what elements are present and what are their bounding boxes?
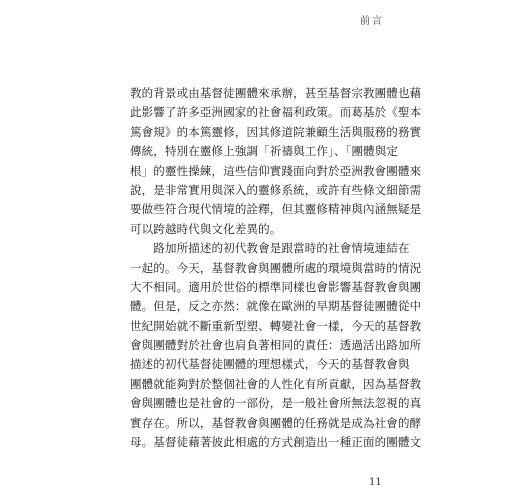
body-text — [130, 84, 422, 452]
text-line: 會與團體也是社會的一部份，是一般社會所無法忽視的真 — [130, 396, 422, 411]
text-line: 根」的靈性操練，這些信仰實踐面向對於亞洲教會團體來 — [130, 163, 422, 178]
text-line: 此影響了許多亞洲國家的社會福利政策。而葛基於《聖本 — [130, 105, 422, 120]
text-line: 篤會規》的本篤靈修，因其修道院兼顧生活與服務的務實 — [130, 124, 422, 139]
text-line: 教的背景或由基督徒團體來承辦，甚至基督宗教團體也藉 — [130, 86, 422, 100]
running-header: 前言 — [360, 16, 384, 27]
text-line: 要做些符合現代情境的詮釋，但其靈修精神與內涵無疑是 — [130, 202, 422, 217]
text-line: 實存在。所以，基督教會與團體的任務就是成為社會的酵 — [130, 415, 422, 430]
text-line: 可以跨越時代與文化差異的。 — [130, 221, 282, 236]
text-line: 說，是非常實用與深入的靈修系統，或許有些條文細節需 — [130, 182, 422, 197]
text-line: 團體就能夠對於整個社會的人性化有所貢獻，因為基督教 — [130, 376, 422, 391]
text-line: 一起的。今天，基督教會與團體所處的環境與當時的情況 — [130, 260, 422, 275]
page-number: 11 — [369, 477, 382, 488]
text-line: 傳統，特別在靈修上強調「祈禱與工作」、「團體與定 — [130, 144, 399, 159]
text-line: 描述的初代基督徒團體的理想樣式，今天的基督教會與 — [130, 357, 410, 372]
text-line: 母。基督徒藉著彼此相處的方式創造出一種正面的團體文 — [130, 435, 422, 450]
text-line: 世紀開始就不斷重新型塑、轉變社會一樣，今天的基督教 — [130, 318, 422, 333]
text-line: 路加所描述的初代教會是跟當時的社會情境連結在 — [130, 241, 410, 256]
text-line: 大不相同。適用於世俗的標準同樣也會影響基督教會與團 — [130, 279, 422, 294]
text-line: 會與團體對於社會也肩負著相同的責任：透過活出路加所 — [130, 338, 422, 353]
text-line: 體。但是，反之亦然：就像在歐洲的早期基督徒團體從中 — [130, 299, 422, 314]
